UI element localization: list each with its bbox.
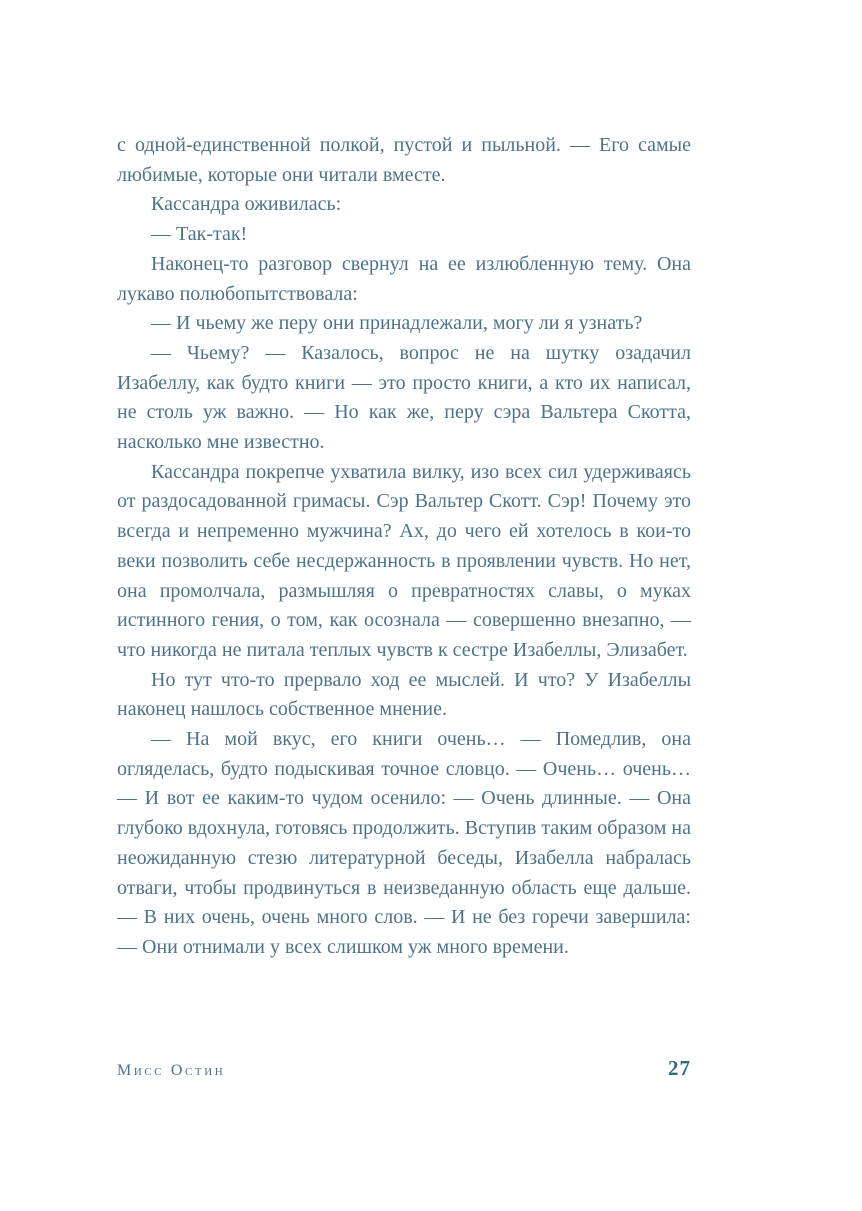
paragraph: Кассандра покрепче ухватила вилку, изо всех сил удерживаясь от раздосадованной гримасы. Сэр Вальтер Скотт. Сэр! Почему это всегда и непременно мужчина? Ах, до чего ей хотелось в кои-то веки позволить себе несдержанность в проявлении чувств. Но нет, она промолчала, размышляя о превратностях славы, о муках истинного гения, о том, как осознала — совершенно внезапно, — что никогда не питала теплых чувств к сестре Изабеллы, Элизабет.	[117, 460, 691, 661]
page-number: 27	[668, 1056, 691, 1080]
paragraph: Но тут что-то прервало ход ее мыслей. И что? У Изабеллы наконец нашлось собственное мнение.	[117, 668, 691, 721]
running-title: Мисс Остин	[117, 1062, 226, 1079]
paragraph: — На мой вкус, его книги очень… — Помедлив, она огляделась, будто подыскивая точное словцо. — Очень… очень… — И вот ее каким-то чудом осенило: — Очень длинные. — Она глубоко вдохнула, готовясь продолжить. Вступив таким образом на неожиданную стезю литературной беседы, Изабелла набралась отваги, чтобы продвинуться в неизведанную область еще дальше. — В них очень, очень много слов. — И не без горечи завершила: — Они отнимали у всех слишком уж много времени.	[117, 728, 691, 958]
paragraph: — Так-так!	[151, 223, 248, 246]
paragraph: Наконец-то разговор свернул на ее излюбленную тему. Она лукаво полюбопытствовала:	[117, 252, 691, 305]
paragraph: Кассандра оживилась:	[151, 193, 342, 216]
paragraph: — Чьему? — Казалось, вопрос не на шутку озадачил Изабеллу, как будто книги — это просто книги, а кто их написал, не столь уж важно. — Но как же, перу сэра Вальтера Скотта, насколько мне известно.	[117, 341, 691, 454]
page-footer	[117, 1056, 691, 1081]
body-text	[117, 131, 691, 963]
paragraph: — И чьему же перу они принадлежали, могу ли я узнать?	[151, 312, 643, 335]
paragraph: с одной-единственной полкой, пустой и пыльной. — Его самые любимые, которые они читали вместе.	[117, 134, 691, 186]
